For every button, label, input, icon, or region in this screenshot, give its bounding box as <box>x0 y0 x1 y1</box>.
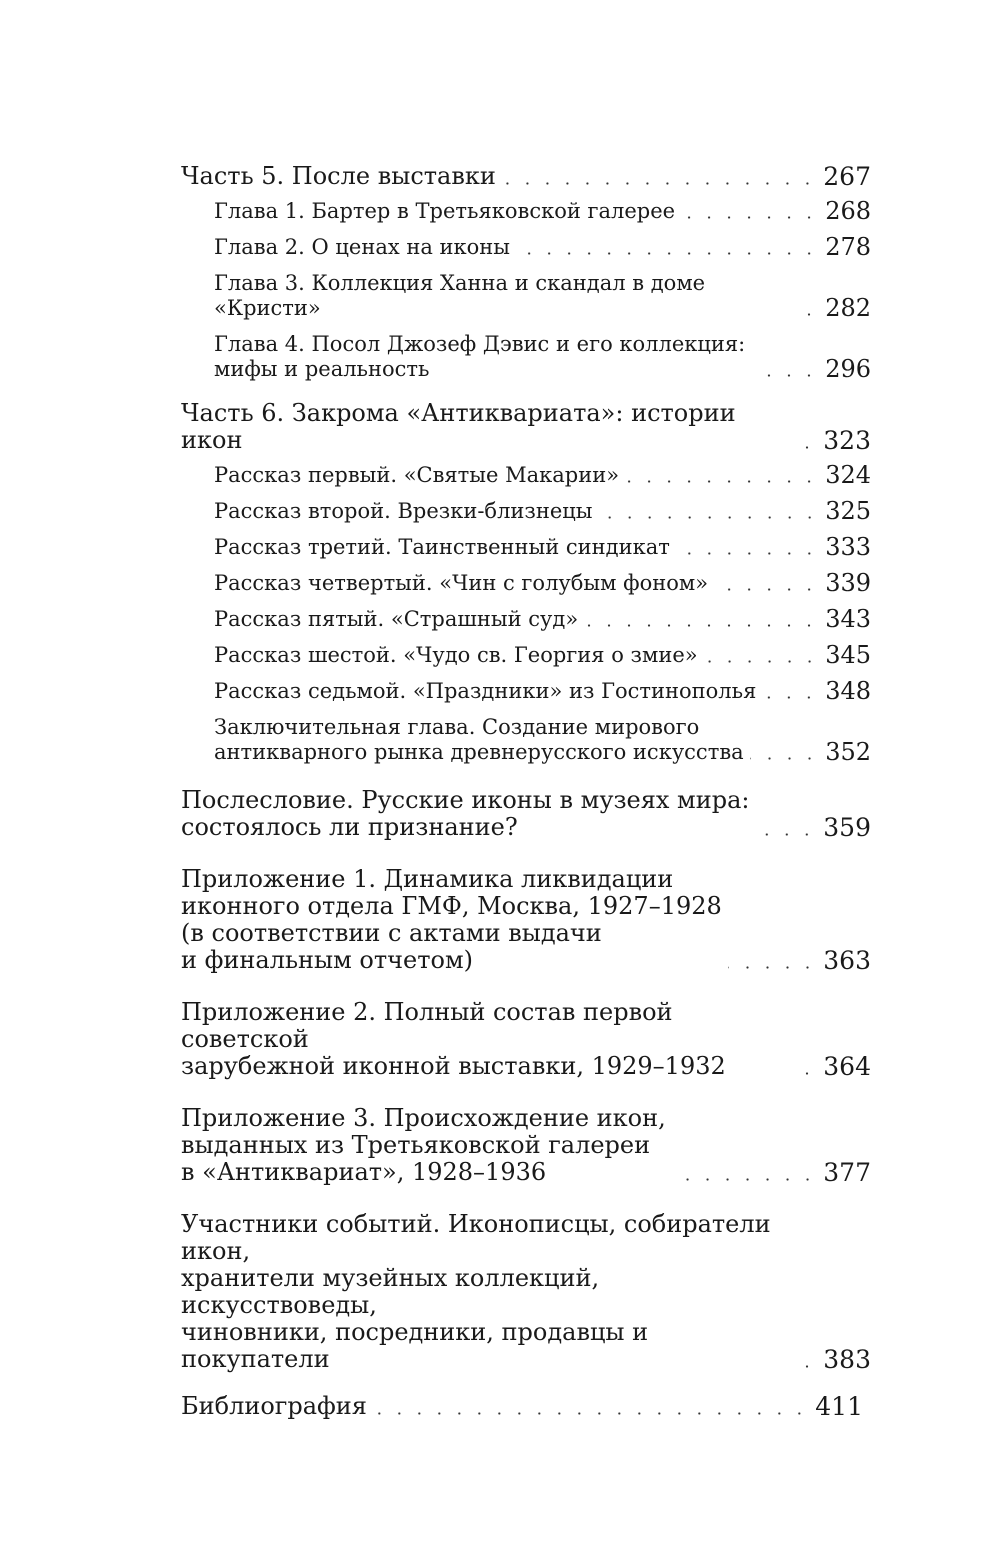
toc-entry[interactable] <box>181 607 871 632</box>
dot-leader <box>728 966 818 969</box>
toc-entry-page: 268 <box>825 197 871 225</box>
toc-entry-page: 296 <box>825 355 871 383</box>
dot-leader <box>803 313 819 316</box>
dot-leader <box>676 552 819 555</box>
dot-leader <box>801 446 817 449</box>
toc-entry[interactable] <box>181 463 871 488</box>
toc-entry-title: Глава 1. Бартер в Третьяковской галерее <box>214 199 676 223</box>
dot-leader <box>599 516 820 519</box>
toc-entry-title: Приложение 3. Происхождение икон, выданных из Третьяковской галереи в «Антиквариат», 1928–1936 <box>181 1104 666 1186</box>
toc-entry[interactable] <box>181 643 871 668</box>
toc-entry[interactable] <box>181 866 871 974</box>
toc-entry[interactable] <box>181 1211 871 1373</box>
dot-leader <box>755 833 817 836</box>
table-of-contents <box>181 163 871 1420</box>
toc-entry-title: Приложение 2. Полный состав первой советской зарубежной иконной выставки, 1929–1932 <box>181 998 726 1080</box>
toc-entry[interactable] <box>181 271 871 321</box>
toc-entry[interactable] <box>181 787 871 841</box>
toc-entry-page: 324 <box>825 461 871 489</box>
dot-leader <box>801 1365 817 1368</box>
toc-entry-title: Рассказ второй. Врезки-близнецы <box>214 499 593 523</box>
toc-entry-page: 411 <box>815 1392 863 1421</box>
toc-entry-title: Библиография <box>181 1392 367 1420</box>
toc-entry[interactable] <box>181 571 871 596</box>
toc-entry[interactable] <box>181 715 871 765</box>
toc-entry-title: Рассказ первый. «Святые Макарии» <box>214 463 620 487</box>
dot-leader <box>762 696 819 699</box>
toc-entry[interactable] <box>181 163 871 190</box>
toc-entry-title: Часть 6. Закрома «Антиквариата»: истории икон <box>181 399 736 454</box>
dot-leader <box>681 216 819 219</box>
toc-entry-title: Рассказ третий. Таинственный синдикат <box>214 535 670 559</box>
toc-entry-page: 363 <box>823 946 871 975</box>
toc-entry-page: 364 <box>823 1052 871 1081</box>
toc-entry[interactable] <box>181 400 871 454</box>
toc-entry-page: 278 <box>825 233 871 261</box>
toc-entry[interactable] <box>181 1105 871 1186</box>
dot-leader <box>801 1072 817 1075</box>
toc-entry-page: 323 <box>823 426 871 455</box>
dot-leader <box>584 624 819 627</box>
toc-entry[interactable] <box>181 199 871 224</box>
dot-leader <box>750 757 820 760</box>
toc-entry-title: Рассказ седьмой. «Праздники» из Гостинополья <box>214 679 757 703</box>
toc-entry-title: Глава 4. Посол Джозеф Дэвис и его коллекция: мифы и реальность <box>214 332 746 381</box>
toc-entry-page: 267 <box>823 162 871 191</box>
toc-entry-page: 383 <box>823 1345 871 1374</box>
toc-entry-page: 359 <box>823 813 871 842</box>
toc-entry-title: Послесловие. Русские иконы в музеях мира: состоялось ли признание? <box>181 786 750 841</box>
dot-leader <box>714 588 819 591</box>
toc-entry-title: Рассказ пятый. «Страшный суд» <box>214 607 579 631</box>
toc-entry-page: 345 <box>825 641 871 669</box>
toc-entry[interactable] <box>181 679 871 704</box>
toc-entry-page: 377 <box>823 1158 871 1187</box>
toc-entry-page: 339 <box>825 569 871 597</box>
toc-entry[interactable] <box>181 332 871 382</box>
dot-leader <box>516 252 819 255</box>
toc-entry-title: Рассказ четвертый. «Чин с голубым фоном» <box>214 571 709 595</box>
toc-entry-page: 343 <box>825 605 871 633</box>
toc-entry-title: Часть 5. После выставки <box>181 162 496 190</box>
toc-entry-page: 352 <box>825 738 871 766</box>
toc-entry-title: Приложение 1. Динамика ликвидации иконного отдела ГМФ, Москва, 1927–1928 (в соответствии с актами выдачи и финальным отчетом) <box>181 865 722 974</box>
dot-leader <box>672 1178 818 1181</box>
toc-entry-title: Рассказ шестой. «Чудо св. Георгия о змие» <box>214 643 698 667</box>
toc-entry-title: Заключительная глава. Создание мирового антикварного рынка древнерусского искусства <box>214 715 744 764</box>
toc-entry-title: Глава 2. О ценах на иконы <box>214 235 511 259</box>
toc-entry[interactable] <box>181 999 871 1080</box>
toc-entry-title: Глава 3. Коллекция Ханна и скандал в доме «Кристи» <box>214 271 706 320</box>
toc-entry-page: 325 <box>825 497 871 525</box>
dot-leader <box>625 480 819 483</box>
toc-entry[interactable] <box>181 499 871 524</box>
toc-entry[interactable] <box>181 535 871 560</box>
dot-leader <box>502 182 817 185</box>
toc-entry[interactable] <box>181 1393 871 1420</box>
toc-entry-title: Участники событий. Иконописцы, собиратели икон, хранители музейных коллекций, искусствоведы, чиновники, посредники, продавцы и покупатели <box>181 1210 771 1373</box>
dot-leader <box>751 374 819 377</box>
toc-entry-page: 282 <box>825 294 871 322</box>
dot-leader <box>704 660 820 663</box>
toc-entry[interactable] <box>181 235 871 260</box>
dot-leader <box>373 1412 809 1415</box>
toc-entry-page: 333 <box>825 533 871 561</box>
toc-entry-page: 348 <box>825 677 871 705</box>
